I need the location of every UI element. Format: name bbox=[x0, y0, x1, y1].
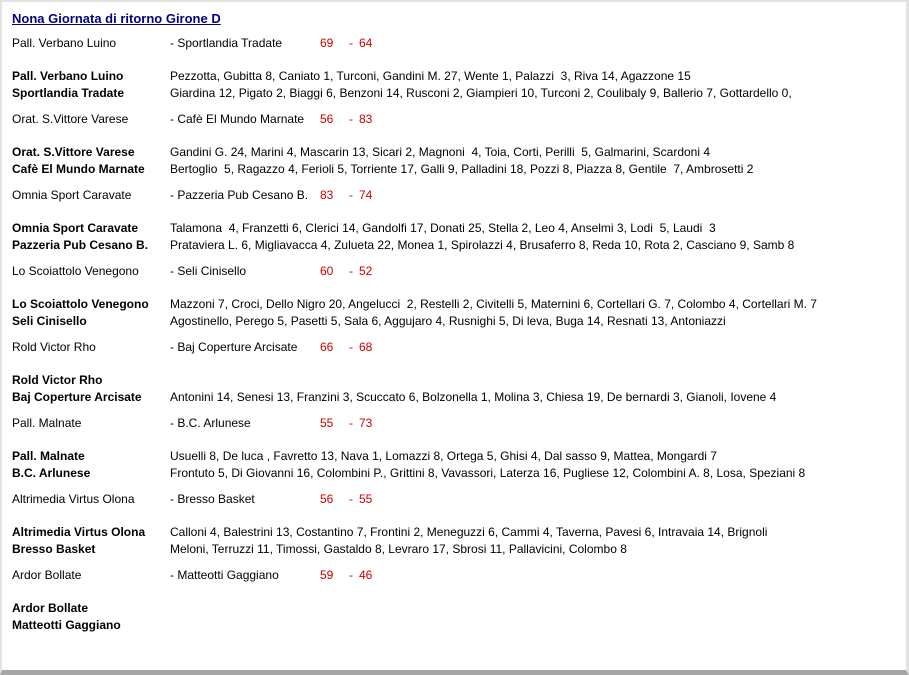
away-team-name: Matteotti Gaggiano bbox=[177, 568, 279, 582]
away-team-name: B.C. Arlunese bbox=[177, 416, 251, 430]
home-score: 83 bbox=[320, 188, 334, 202]
home-team-name: Rold Victor Rho bbox=[12, 340, 96, 354]
home-team-players-row bbox=[12, 220, 906, 237]
away-team-name: Pazzeria Pub Cesano B. bbox=[177, 188, 309, 202]
away-score: 64 bbox=[359, 36, 373, 50]
away-team-label: Sportlandia Tradate bbox=[12, 86, 125, 100]
away-team-cell bbox=[170, 35, 320, 52]
match-score bbox=[320, 263, 372, 280]
team-separator: - bbox=[170, 568, 178, 582]
match-score bbox=[320, 567, 372, 584]
team-separator: - bbox=[170, 340, 178, 354]
home-team-name: Omnia Sport Caravate bbox=[12, 188, 132, 202]
score-separator: - bbox=[349, 492, 353, 506]
matches-list bbox=[12, 35, 906, 634]
match-score bbox=[320, 111, 372, 128]
away-team-players-row bbox=[12, 85, 906, 102]
team-separator: - bbox=[170, 36, 178, 50]
match-block bbox=[12, 415, 906, 482]
match-score bbox=[320, 35, 372, 52]
home-team-label: Altrimedia Virtus Olona bbox=[12, 525, 146, 539]
away-team-label: Bresso Basket bbox=[12, 542, 96, 556]
away-team-name: Baj Coperture Arcisate bbox=[177, 340, 298, 354]
home-team-players-row bbox=[12, 144, 906, 161]
away-team-players-row bbox=[12, 313, 906, 330]
match-block bbox=[12, 187, 906, 254]
home-score: 55 bbox=[320, 416, 334, 430]
away-team-label: Baj Coperture Arcisate bbox=[12, 390, 142, 404]
away-team-cell bbox=[170, 111, 320, 128]
match-result-row bbox=[12, 491, 906, 508]
match-result-row bbox=[12, 263, 906, 280]
home-team-players: Pezzotta, Gubitta 8, Caniato 1, Turconi, Gandini M. 27, Wente 1, Palazzi 3, Riva 14, Agazzone 15 bbox=[170, 69, 691, 83]
away-team-players: Prataviera L. 6, Migliavacca 4, Zulueta 22, Monea 1, Spirolazzi 4, Brusaferro 8, Reda 10, Rota 2, Casciano 9, Samb 8 bbox=[170, 238, 795, 252]
home-team-name: Orat. S.Vittore Varese bbox=[12, 112, 129, 126]
match-score bbox=[320, 187, 372, 204]
home-team-players: Usuelli 8, De luca , Favretto 13, Nava 1, Lomazzi 8, Ortega 5, Ghisi 4, Dal sasso 9, Mattea, Mongardi 7 bbox=[170, 449, 717, 463]
home-team-name: Pall. Malnate bbox=[12, 416, 82, 430]
away-team-label: Seli Cinisello bbox=[12, 314, 87, 328]
home-score: 56 bbox=[320, 492, 334, 506]
away-team-cell bbox=[170, 491, 320, 508]
team-separator: - bbox=[170, 112, 178, 126]
home-team-players-row bbox=[12, 600, 906, 617]
away-score: 52 bbox=[359, 264, 373, 278]
home-team-name: Lo Scoiattolo Venegono bbox=[12, 264, 139, 278]
score-separator: - bbox=[349, 340, 353, 354]
match-block bbox=[12, 35, 906, 102]
score-separator: - bbox=[349, 416, 353, 430]
score-separator: - bbox=[349, 188, 353, 202]
match-block bbox=[12, 339, 906, 406]
home-score: 69 bbox=[320, 36, 334, 50]
home-score: 56 bbox=[320, 112, 334, 126]
away-team-label: Matteotti Gaggiano bbox=[12, 618, 121, 632]
home-team-players-row bbox=[12, 524, 906, 541]
home-team-players-row bbox=[12, 448, 906, 465]
match-result-row bbox=[12, 339, 906, 356]
home-team-players-row bbox=[12, 68, 906, 85]
away-team-name: Cafè El Mundo Marnate bbox=[177, 112, 305, 126]
away-team-players: Agostinello, Perego 5, Pasetti 5, Sala 6, Aggujaro 4, Rusnighi 5, Di leva, Buga 14, Resnati 13, Antoniazzi bbox=[170, 314, 726, 328]
match-score bbox=[320, 339, 372, 356]
home-score: 60 bbox=[320, 264, 334, 278]
home-team-label: Orat. S.Vittore Varese bbox=[12, 145, 135, 159]
home-team-label: Lo Scoiattolo Venegono bbox=[12, 297, 149, 311]
home-team-label: Ardor Bollate bbox=[12, 601, 89, 615]
away-score: 83 bbox=[359, 112, 373, 126]
home-team-label: Pall. Malnate bbox=[12, 449, 85, 463]
team-separator: - bbox=[170, 264, 178, 278]
home-team-name: Pall. Verbano Luino bbox=[12, 36, 117, 50]
away-team-players: Bertoglio 5, Ragazzo 4, Ferioli 5, Torriente 17, Galli 9, Palladini 18, Pozzi 8, Piazza 8, Gentile 7, Ambrosetti 2 bbox=[170, 162, 754, 176]
match-block bbox=[12, 491, 906, 558]
away-team-name: Bresso Basket bbox=[177, 492, 255, 506]
away-team-cell bbox=[170, 187, 320, 204]
score-separator: - bbox=[349, 36, 353, 50]
team-separator: - bbox=[170, 416, 178, 430]
home-team-players-row bbox=[12, 296, 906, 313]
team-separator: - bbox=[170, 188, 178, 202]
away-team-cell bbox=[170, 263, 320, 280]
home-team-label: Omnia Sport Caravate bbox=[12, 221, 139, 235]
away-team-players: Meloni, Terruzzi 11, Timossi, Gastaldo 8, Levraro 17, Sbrosi 11, Pallavicini, Colombo 8 bbox=[170, 542, 627, 556]
away-score: 46 bbox=[359, 568, 373, 582]
away-team-players-row bbox=[12, 465, 906, 482]
away-score: 68 bbox=[359, 340, 373, 354]
score-separator: - bbox=[349, 264, 353, 278]
score-separator: - bbox=[349, 112, 353, 126]
home-team-label: Rold Victor Rho bbox=[12, 373, 103, 387]
match-score bbox=[320, 415, 372, 432]
away-team-name: Sportlandia Tradate bbox=[177, 36, 283, 50]
home-team-players: Calloni 4, Balestrini 13, Costantino 7, Frontini 2, Meneguzzi 6, Cammi 4, Taverna, Pavesi 6, Intravaia 14, Brignoli bbox=[170, 525, 768, 539]
away-team-label: Pazzeria Pub Cesano B. bbox=[12, 238, 149, 252]
match-result-row bbox=[12, 187, 906, 204]
home-team-players: Gandini G. 24, Marini 4, Mascarin 13, Sicari 2, Magnoni 4, Toia, Corti, Perilli 5, Galmarini, Scardoni 4 bbox=[170, 145, 711, 159]
away-team-players-row bbox=[12, 389, 906, 406]
match-result-row bbox=[12, 111, 906, 128]
home-team-name: Altrimedia Virtus Olona bbox=[12, 492, 135, 506]
match-result-row bbox=[12, 567, 906, 584]
away-team-players-row bbox=[12, 161, 906, 178]
home-score: 59 bbox=[320, 568, 334, 582]
away-team-name: Seli Cinisello bbox=[177, 264, 247, 278]
match-result-row bbox=[12, 415, 906, 432]
away-team-label: B.C. Arlunese bbox=[12, 466, 91, 480]
away-team-cell bbox=[170, 415, 320, 432]
away-team-players-row bbox=[12, 541, 906, 558]
team-separator: - bbox=[170, 492, 178, 506]
match-score bbox=[320, 491, 372, 508]
home-team-players: Talamona 4, Franzetti 6, Clerici 14, Gandolfi 17, Donati 25, Stella 2, Leo 4, Anselmi 3, Lodi 5, Laudi 3 bbox=[170, 221, 716, 235]
away-team-players-row bbox=[12, 617, 906, 634]
away-team-cell bbox=[170, 567, 320, 584]
home-score: 66 bbox=[320, 340, 334, 354]
page-title[interactable]: Nona Giornata di ritorno Girone D bbox=[12, 11, 221, 26]
away-team-cell bbox=[170, 339, 320, 356]
match-block bbox=[12, 111, 906, 178]
away-team-players: Antonini 14, Senesi 13, Franzini 3, Scuccato 6, Bolzonella 1, Molina 3, Chiesa 19, De bernardi 3, Gianoli, Iovene 4 bbox=[170, 390, 777, 404]
away-score: 74 bbox=[359, 188, 373, 202]
home-team-players: Mazzoni 7, Croci, Dello Nigro 20, Angelucci 2, Restelli 2, Civitelli 5, Maternini 6, Cortellari G. 7, Colombo 4, Cortellari M. 7 bbox=[170, 297, 817, 311]
match-block bbox=[12, 263, 906, 330]
away-team-players-row bbox=[12, 237, 906, 254]
home-team-label: Pall. Verbano Luino bbox=[12, 69, 124, 83]
home-team-name: Ardor Bollate bbox=[12, 568, 82, 582]
home-team-players-row bbox=[12, 372, 906, 389]
away-team-players: Frontuto 5, Di Giovanni 16, Colombini P., Grittini 8, Vavassori, Laterza 16, Pugliese 12, Colombini A. 8, Losa, Speziani 8 bbox=[170, 466, 806, 480]
away-score: 55 bbox=[359, 492, 373, 506]
match-block bbox=[12, 567, 906, 634]
match-result-row bbox=[12, 35, 906, 52]
away-score: 73 bbox=[359, 416, 373, 430]
away-team-players: Giardina 12, Pigato 2, Biaggi 6, Benzoni 14, Rusconi 2, Giampieri 10, Turconi 2, Coulibaly 9, Ballerio 7, Gottardello 0, bbox=[170, 86, 792, 100]
away-team-label: Cafè El Mundo Marnate bbox=[12, 162, 145, 176]
score-separator: - bbox=[349, 568, 353, 582]
